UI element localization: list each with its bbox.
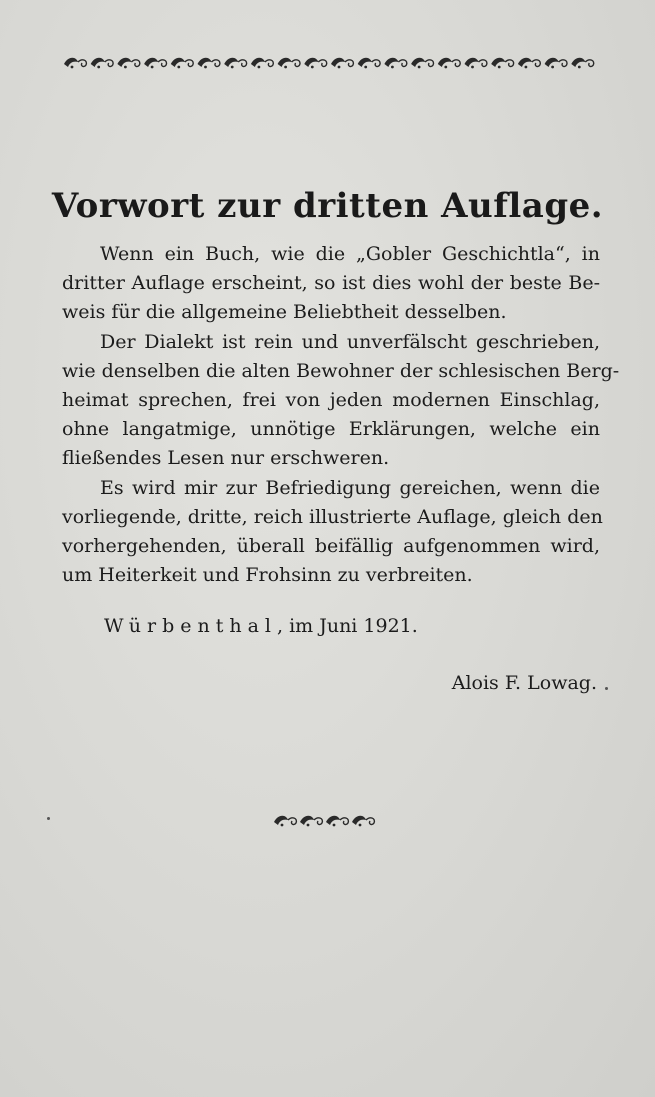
paragraph-3 [62,474,603,591]
preface-text [62,240,620,590]
author-signature: Alois F. Lowag. [451,672,597,694]
paragraph-1 [62,240,600,328]
text-line: wie denselben die alten Bewohner der schlesischen Berg- [62,359,620,382]
text-line: um Heiterkeit und Frohsinn zu verbreiten. [62,564,473,587]
decorative-vine-border-icon [62,52,596,72]
place-and-date [104,615,418,637]
text-line: Der Dialekt ist rein und unverfälscht geschrieben, [100,330,600,353]
text-line: vorliegende, dritte, reich illustrierte Auflage, gleich den [62,505,603,528]
decorative-vine-tailpiece-icon [272,810,376,830]
text-line: fließendes Lesen nur erschweren. [62,447,390,470]
paper-speck [47,817,50,820]
text-line: vorhergehenden, überall beifällig aufgenommen wird, [62,534,600,557]
paragraph-2 [62,328,620,474]
text-line: Wenn ein Buch, wie die „Gobler Geschichtla“, in [100,243,600,265]
page-title: Vorwort zur dritten Auflage. [51,186,604,226]
text-line: heimat sprechen, frei von jeden modernen Einschlag, [62,388,600,411]
text-line: ohne langatmige, unnötige Erklärungen, welche ein [62,418,600,441]
paper-speck [605,687,608,690]
date-text: , im Juni 1921. [277,615,418,637]
text-line: Es wird mir zur Befriedigung gereichen, wenn die [100,476,600,499]
place-name: Würbenthal [104,615,277,637]
text-line: weis für die allgemeine Beliebtheit desselben. [62,301,507,324]
text-line: dritter Auflage erscheint, so ist dies wohl der beste Be- [62,272,600,295]
